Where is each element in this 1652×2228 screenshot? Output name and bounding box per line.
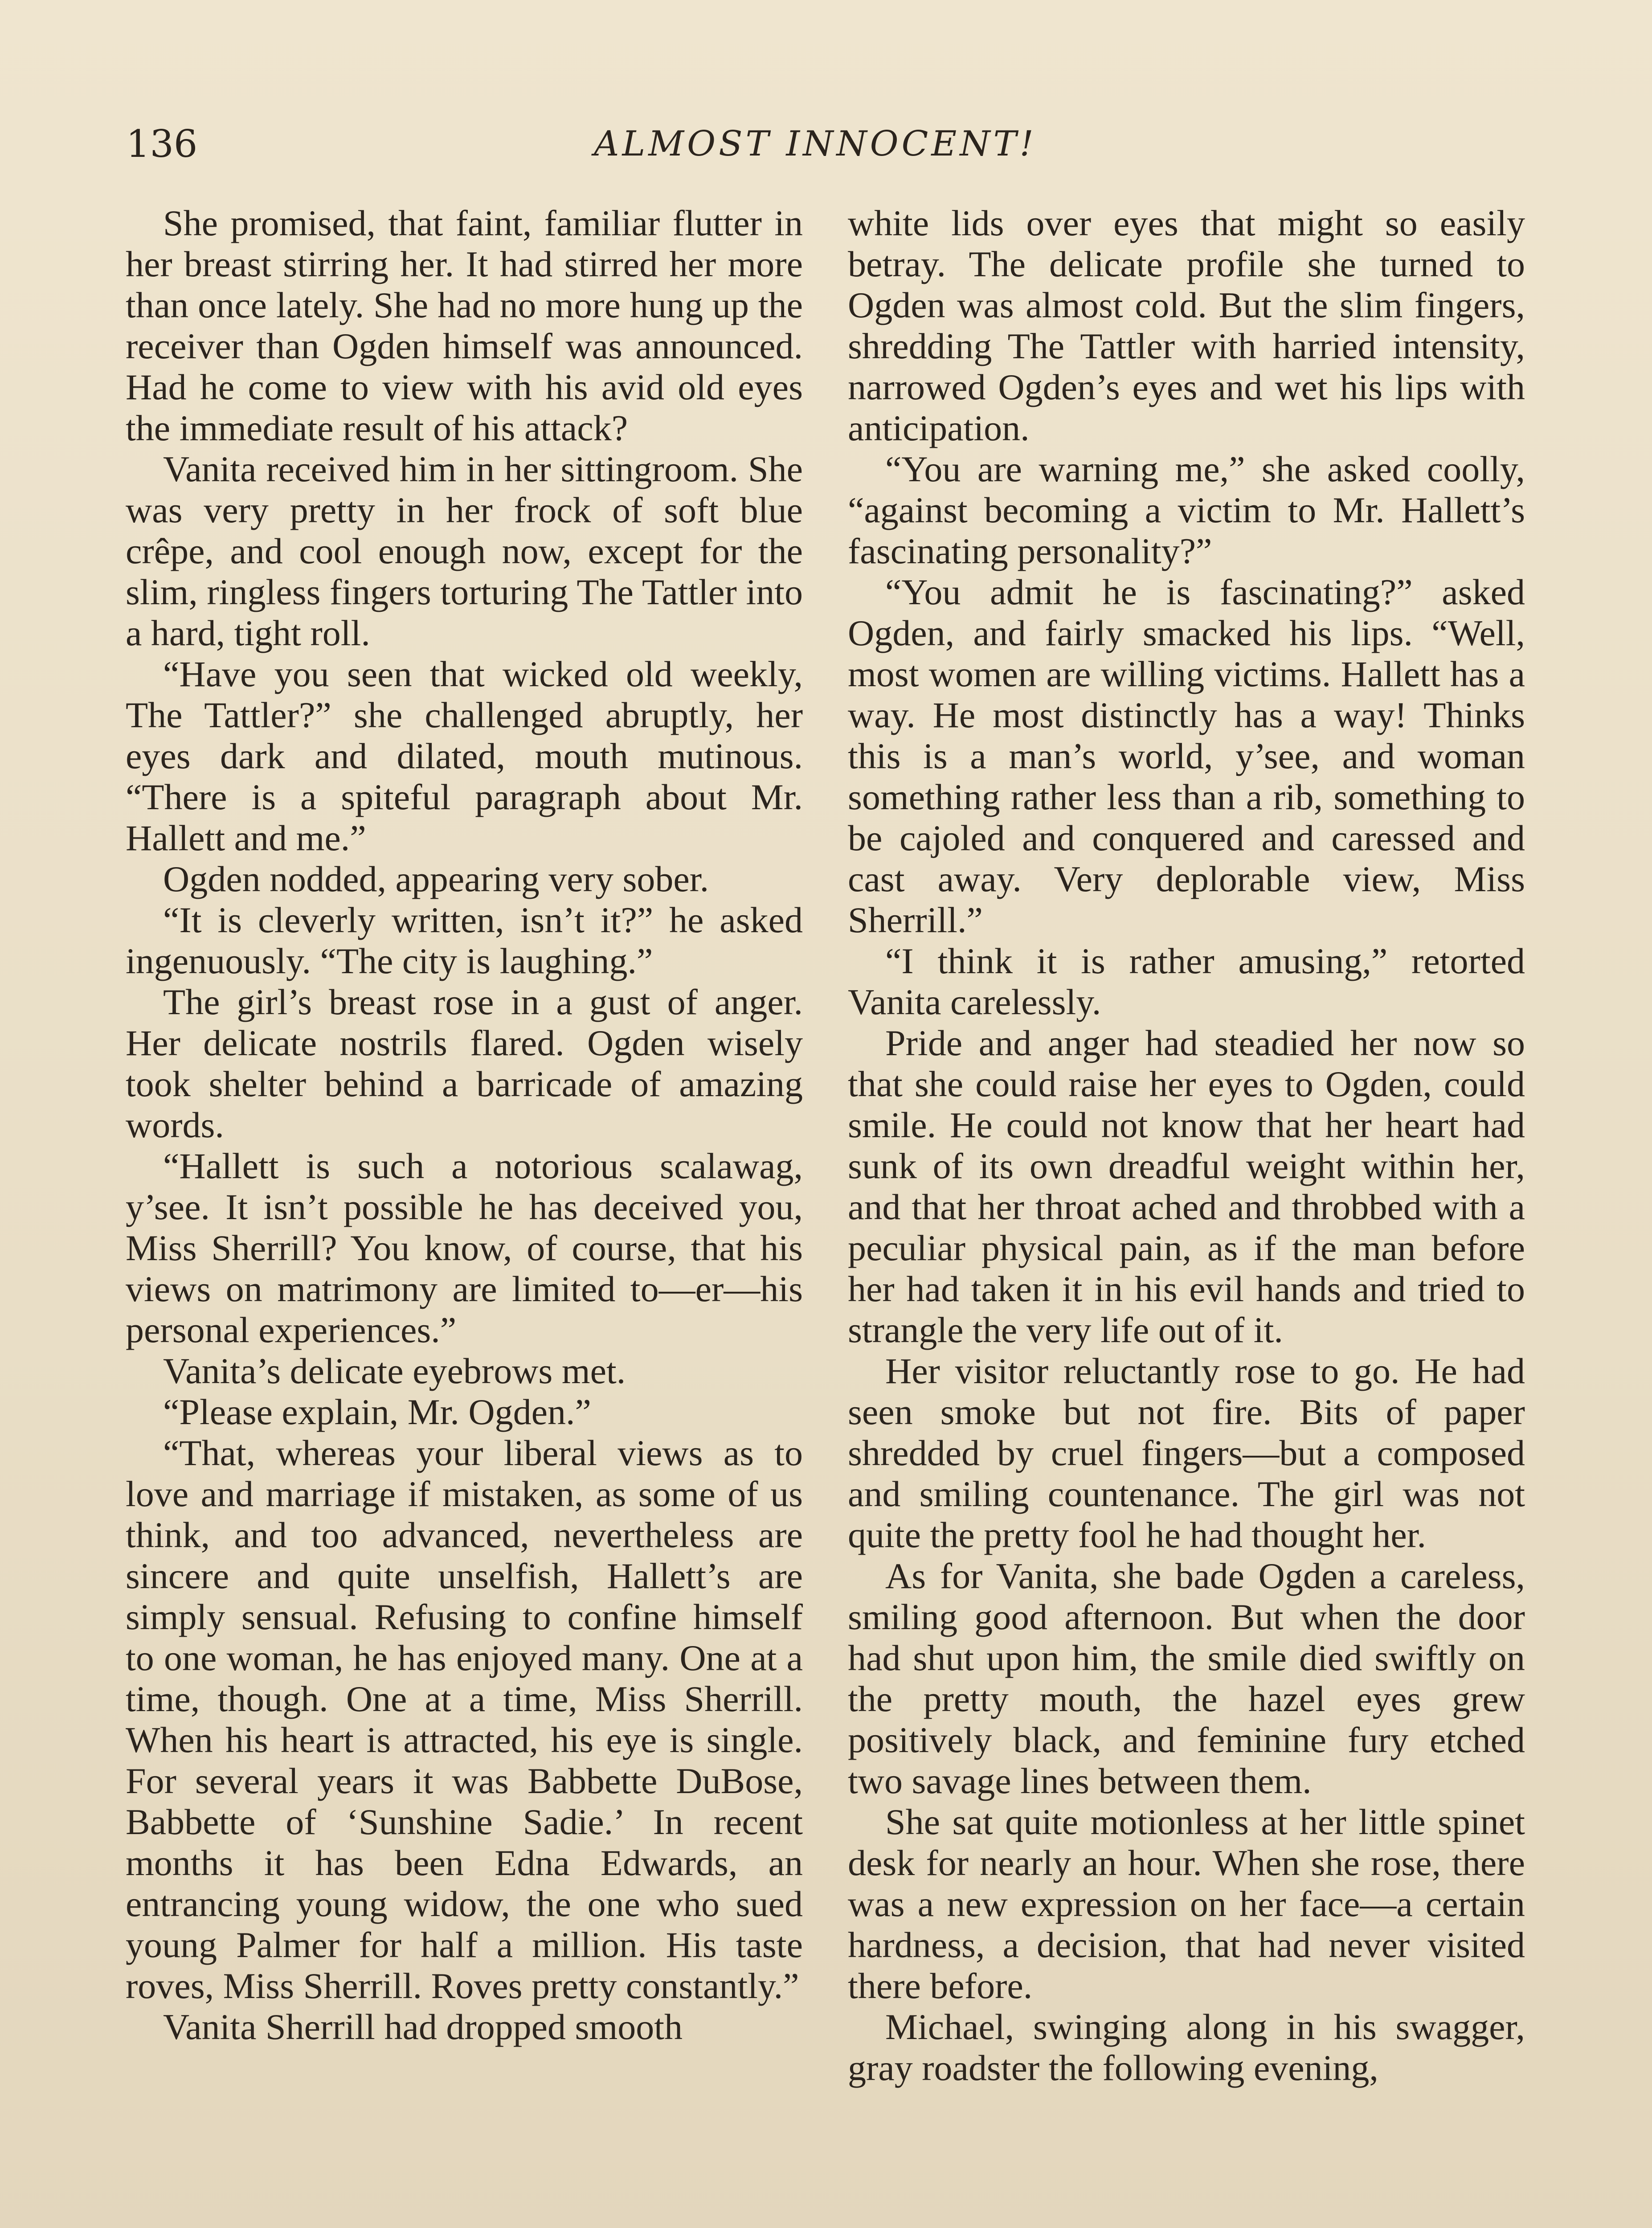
paragraph: Michael, swinging along in his swagger, gray roadster the following evening, xyxy=(848,2007,1525,2088)
paragraph: Pride and anger had steadied her now so that she could raise her eyes to Ogden, could smile. He could not know that her heart had sunk of its own dreadful weight within her, and that her throat ached and throbbed with a peculiar physical pain, as if the man before her had taken it in his evil hands and tried to strangle the very life out of it. xyxy=(848,1023,1525,1350)
paragraph: The girl’s breast rose in a gust of anger. Her delicate nostrils flared. Ogden wisely took shelter behind a barricade of amazing words. xyxy=(126,982,803,1145)
paragraph: Vanita’s delicate eyebrows met. xyxy=(163,1351,626,1391)
paragraph: “It is cleverly written, isn’t it?” he asked ingenuously. “The city is laughing.” xyxy=(126,900,803,981)
running-title: ALMOST INNOCENT! xyxy=(594,124,1037,164)
paragraph: Her visitor reluctantly rose to go. He had seen smoke but not fire. Bits of paper shredded by cruel fingers—but a composed and smiling countenance. The girl was not quite the pretty fool he had thought her. xyxy=(848,1351,1525,1555)
paragraph: “You admit he is fascinating?” asked Ogden, and fairly smacked his lips. “Well, most women are willing victims. Hallett has a way. He most distinctly has a way! Thinks this is a man’s world, y’see, and woman something rather less than a rib, something to be cajoled and conquered and caressed and cast away. Very deplorable view, Miss Sherrill.” xyxy=(848,572,1525,940)
continued-paragraph: white lids over eyes that might so easily betray. The delicate profile she turned to Ogden was almost cold. But the slim fingers, shredding The Tattler with harried intensity, narrowed Ogden’s eyes and wet his lips with anticipation. xyxy=(848,203,1525,448)
paragraph: “You are warning me,” she asked coolly, “against becoming a victim to Mr. Hallett’s fascinating personality?” xyxy=(848,449,1525,571)
paragraph: Vanita Sherrill had dropped smooth xyxy=(163,2007,683,2047)
paragraph: Ogden nodded, appearing very sober. xyxy=(163,859,709,899)
paragraph: “I think it is rather amusing,” retorted Vanita carelessly. xyxy=(848,941,1525,1022)
paragraph: Vanita received him in her sittingroom. She was very pretty in her frock of soft blue crêpe, and cool enough now, except for the slim, ringless fingers torturing The Tattler into a hard, tight roll. xyxy=(126,449,803,653)
paragraph: “Hallett is such a notorious scalawag, y’see. It isn’t possible he has deceived you, Miss Sherrill? You know, of course, that his views on matrimony are limited to—er—his personal experiences.” xyxy=(126,1146,803,1350)
paragraph: “Have you seen that wicked old weekly, The Tattler?” she challenged abruptly, her eyes dark and dilated, mouth mutinous. “There is a spiteful paragraph about Mr. Hallett and me.” xyxy=(126,654,803,858)
paragraph: “That, whereas your liberal views as to love and marriage if mistaken, as some of us think, and too advanced, nevertheless are sincere and quite unselfish, Hallett’s are simply sensual. Refusing to confine himself to one woman, he has enjoyed many. One at a time, though. One at a time, Miss Sherrill. When his heart is attracted, his eye is single. For several years it was Babbette DuBose, Babbette of ‘Sunshine Sadie.’ In recent months it has been Edna Edwards, an entrancing young widow, the one who sued young Palmer for half a million. His taste roves, Miss Sherrill. Roves pretty constantly.” xyxy=(126,1433,803,2006)
left-column xyxy=(126,203,803,2048)
page-number: 136 xyxy=(126,122,198,166)
paragraph: As for Vanita, she bade Ogden a careless, smiling good afternoon. But when the door had shut upon him, the smile died swiftly on the pretty mouth, the hazel eyes grew positively black, and feminine fury etched two savage lines between them. xyxy=(848,1556,1525,1801)
paragraph: She sat quite motionless at her little spinet desk for nearly an hour. When she rose, there was a new expression on her face—a certain hardness, a decision, that had never visited there before. xyxy=(848,1802,1525,2006)
paragraph: “Please explain, Mr. Ogden.” xyxy=(163,1392,591,1432)
page-header xyxy=(0,115,1652,173)
paragraph: She promised, that faint, familiar flutter in her breast stirring her. It had stirred her more than once lately. She had no more hung up the receiver than Ogden himself was announced. Had he come to view with his avid old eyes the immediate result of his attack? xyxy=(126,203,803,448)
right-column xyxy=(848,203,1525,2089)
